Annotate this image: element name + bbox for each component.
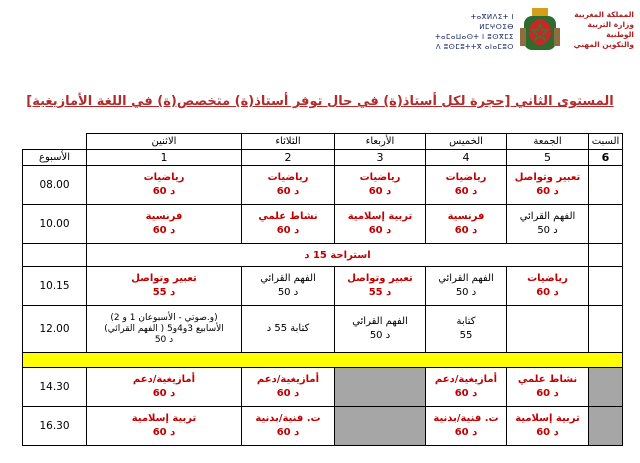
lesson-duration: 60 د xyxy=(152,388,176,399)
lesson-duration: 60 د xyxy=(454,427,478,438)
lesson-subject: الفهم القرائي xyxy=(519,211,576,222)
day-number: 1 xyxy=(87,150,242,166)
time-slot: 16.30 xyxy=(23,407,87,446)
ministry-header xyxy=(434,4,634,66)
lesson-cell xyxy=(426,205,507,244)
lesson-subject: تربية إسلامية xyxy=(347,211,413,222)
lesson-duration: 50 د xyxy=(537,225,558,236)
day-friday: الجمعة xyxy=(507,134,589,150)
lesson-duration: 55 د xyxy=(368,287,392,298)
day-monday: الاثنين xyxy=(87,134,242,150)
lesson-duration: 60 د xyxy=(454,225,478,236)
lesson-subject: تعبير وتواصل xyxy=(131,273,197,284)
lesson-subject: أمازيغية/دعم xyxy=(132,374,196,385)
lesson-subject: أمازيغية/دعم xyxy=(434,374,498,385)
day-number: 4 xyxy=(426,150,507,166)
time-slot: 14.30 xyxy=(23,368,87,407)
lesson-cell xyxy=(242,205,335,244)
day-number: 5 xyxy=(507,150,589,166)
lesson-subject: نشاط علمي xyxy=(517,374,578,385)
lesson-subject: الفهم القرائي xyxy=(352,316,408,327)
lesson-subject: فرنسية xyxy=(447,211,485,222)
day-number: 6 xyxy=(589,150,623,166)
lesson-subject: رياضيات xyxy=(143,172,185,183)
day-wednesday: الأربعاء xyxy=(335,134,426,150)
lesson-subject: رياضيات xyxy=(359,172,401,183)
lesson-cell xyxy=(242,306,335,353)
lesson-duration: 60 د xyxy=(368,225,392,236)
day-number: 2 xyxy=(242,150,335,166)
day-tuesday: الثلاثاء xyxy=(242,134,335,150)
lesson-cell xyxy=(426,368,507,407)
empty-cell xyxy=(589,306,623,353)
lesson-cell xyxy=(426,306,507,353)
page-title: المستوى الثاني [حجرة لكل أستاذ(ة) في حال توفر أستاذ(ة) متخصص(ة) في اللغة الأمازيغية] xyxy=(26,94,614,109)
lesson-subject: تربية إسلامية xyxy=(515,413,580,424)
lesson-subject: الفهم القرائي xyxy=(260,273,316,284)
lesson-duration: 50 د xyxy=(154,334,174,345)
lesson-duration: 60 د xyxy=(276,427,300,438)
lesson-duration: 60 د xyxy=(152,225,176,236)
lesson-duration: 60 د xyxy=(536,427,559,438)
lesson-note: (و.صوتي - الأسبوعان 1 و 2) xyxy=(110,312,218,323)
lesson-cell xyxy=(335,205,426,244)
tifinagh-line: ⵜⴰⵎⴰⵡⴰⵙⵜ ⵏ ⵓⵙⴳⵎⵉ xyxy=(435,33,514,41)
off-cell xyxy=(589,368,623,407)
lesson-subject: ت. فنية/بدنية xyxy=(433,413,499,424)
lesson-cell xyxy=(242,368,335,407)
lesson-cell xyxy=(426,267,507,306)
lesson-subject: تربية إسلامية xyxy=(131,413,197,424)
lesson-subject: كتابة 55 د xyxy=(266,323,310,334)
lesson-subject: كتابة xyxy=(456,316,476,327)
ministry-name-arabic xyxy=(564,10,634,50)
morocco-emblem-icon xyxy=(520,6,560,54)
lesson-duration: 60 د xyxy=(454,388,478,399)
empty-cell xyxy=(589,166,623,205)
lesson-duration: 60 د xyxy=(536,186,559,197)
time-slot: 10.00 xyxy=(23,205,87,244)
lesson-duration: 60 د xyxy=(536,388,559,399)
lesson-duration: 50 د xyxy=(455,287,477,298)
recess-break: استراحة 15 د xyxy=(87,244,589,267)
lesson-cell xyxy=(87,205,242,244)
lesson-duration: 60 د xyxy=(368,186,392,197)
lesson-subject: رياضيات xyxy=(267,172,309,183)
tifinagh-ministry-name xyxy=(434,12,514,52)
off-cell xyxy=(335,368,426,407)
lesson-duration: 60 د xyxy=(152,186,176,197)
lesson-cell xyxy=(335,306,426,353)
lesson-subject: أمازيغية/دعم xyxy=(256,374,320,385)
lesson-subject: ت. فنية/بدنية xyxy=(255,413,321,424)
lesson-cell xyxy=(87,407,242,446)
ministry-line: وزارة التربية الوطنية xyxy=(587,20,634,39)
lesson-duration: 60 د xyxy=(152,427,176,438)
lesson-duration: 55 د xyxy=(152,287,176,298)
lesson-subject: رياضيات xyxy=(527,273,568,284)
lesson-cell xyxy=(507,267,589,306)
lesson-cell xyxy=(335,267,426,306)
day-saturday: السبت xyxy=(589,134,623,150)
lesson-cell xyxy=(507,368,589,407)
day-number: 3 xyxy=(335,150,426,166)
lesson-subject: فرنسية xyxy=(145,211,183,222)
schedule-table xyxy=(22,133,623,446)
empty-cell xyxy=(589,244,623,267)
empty-cell xyxy=(507,306,589,353)
lesson-cell xyxy=(87,267,242,306)
lesson-subject: تعبير وتواصل xyxy=(514,172,581,183)
lesson-cell xyxy=(335,166,426,205)
lesson-cell xyxy=(242,166,335,205)
lesson-cell xyxy=(426,407,507,446)
week-label: الأسبوع xyxy=(23,150,87,166)
tifinagh-line: ⵜⴰⴳⵍⴷⵉⵜ ⵏ ⵍⵎⵖⵔⵉⴱ xyxy=(470,13,514,31)
lesson-duration: 60 د xyxy=(276,225,300,236)
lesson-subject: تعبير وتواصل xyxy=(347,273,413,284)
lesson-duration: 55 xyxy=(459,330,473,341)
lesson-cell xyxy=(507,205,589,244)
time-slot: 12.00 xyxy=(23,306,87,353)
lesson-cell xyxy=(87,166,242,205)
lesson-cell xyxy=(507,407,589,446)
lunch-separator xyxy=(23,353,623,368)
tifinagh-line: ⴷ ⵓⵙⵎⵓⵜⵜⴳ ⴰⵏⴰⵎⵓⵔ xyxy=(435,43,514,51)
lesson-note: (الفهم القرائي ) الأسابيع 3و4و5 xyxy=(104,323,224,334)
lesson-subject: الفهم القرائي xyxy=(438,273,494,284)
lesson-subject: رياضيات xyxy=(445,172,487,183)
recess-time-blank xyxy=(23,244,87,267)
lesson-duration: 60 د xyxy=(454,186,478,197)
off-cell xyxy=(335,407,426,446)
lesson-cell xyxy=(87,306,242,353)
lesson-subject: نشاط علمي xyxy=(258,211,318,222)
lesson-cell xyxy=(87,368,242,407)
lesson-cell xyxy=(242,407,335,446)
day-thursday: الخميس xyxy=(426,134,507,150)
lesson-duration: 60 د xyxy=(276,388,300,399)
empty-cell xyxy=(589,205,623,244)
lesson-duration: 50 د xyxy=(369,330,391,341)
lesson-cell xyxy=(426,166,507,205)
empty-cell xyxy=(589,267,623,306)
lesson-duration: 50 د xyxy=(277,287,299,298)
time-slot: 10.15 xyxy=(23,267,87,306)
ministry-line: المملكة المغربية xyxy=(574,10,634,19)
lesson-cell xyxy=(242,267,335,306)
ministry-line: والتكوين المهني xyxy=(573,40,634,49)
time-slot: 08.00 xyxy=(23,166,87,205)
lesson-duration: 60 د xyxy=(276,186,300,197)
blank-corner xyxy=(23,134,87,150)
lesson-duration: 60 د xyxy=(536,287,559,298)
off-cell xyxy=(589,407,623,446)
lesson-cell xyxy=(507,166,589,205)
